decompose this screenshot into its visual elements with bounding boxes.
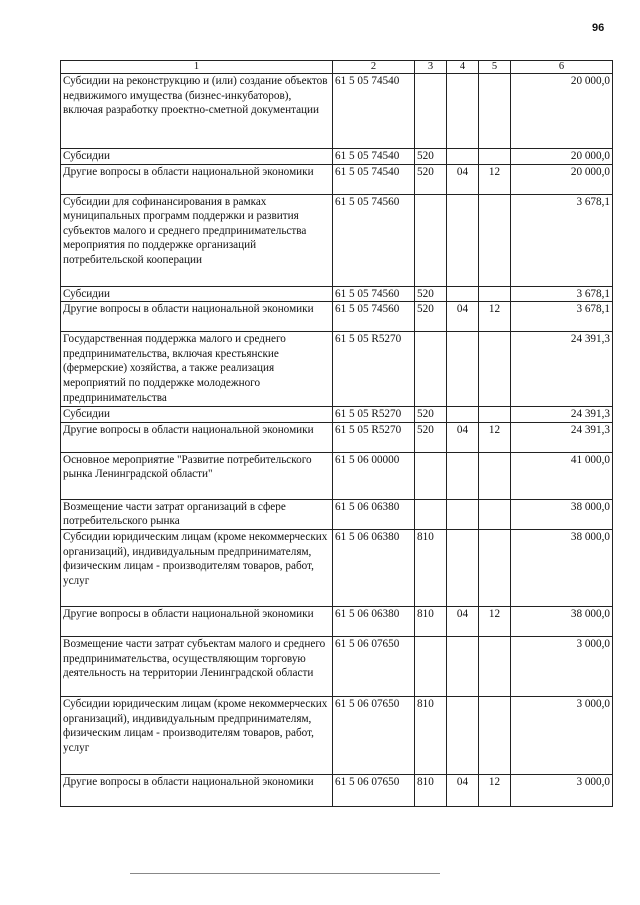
- row-vr: 520: [415, 302, 447, 332]
- row-rz: [447, 499, 479, 529]
- row-rz: 04: [447, 774, 479, 806]
- row-csr: 61 5 06 06380: [333, 529, 415, 606]
- table-row: [61, 407, 613, 423]
- row-rz: [447, 636, 479, 696]
- column-header-rz: 4: [447, 61, 479, 74]
- table-row: [61, 422, 613, 452]
- row-sum: 3 000,0: [511, 696, 613, 774]
- table-row: [61, 696, 613, 774]
- row-csr: 61 5 05 74560: [333, 302, 415, 332]
- row-name: Другие вопросы в области национальной экономики: [61, 606, 333, 636]
- table-header-row: [61, 61, 613, 74]
- budget-table: [60, 60, 613, 807]
- row-vr: [415, 194, 447, 286]
- row-vr: [415, 74, 447, 149]
- row-pr: [479, 452, 511, 499]
- row-vr: 810: [415, 774, 447, 806]
- row-name: Субсидии юридическим лицам (кроме некоммерческих организаций), индивидуальным предпринимателям, физическим лицам - производителям товаров, работ, услуг: [61, 696, 333, 774]
- row-name: Субсидии юридическим лицам (кроме некоммерческих организаций), индивидуальным предпринимателям, физическим лицам - производителям товаров, работ, услуг: [61, 529, 333, 606]
- row-pr: [479, 407, 511, 423]
- row-name: Субсидии: [61, 286, 333, 302]
- row-pr: [479, 74, 511, 149]
- row-pr: 12: [479, 774, 511, 806]
- row-vr: 810: [415, 529, 447, 606]
- column-header-pr: 5: [479, 61, 511, 74]
- row-sum: 38 000,0: [511, 529, 613, 606]
- table-row: [61, 194, 613, 286]
- row-sum: 24 391,3: [511, 332, 613, 407]
- table-row: [61, 164, 613, 194]
- table-row: [61, 286, 613, 302]
- row-csr: 61 5 06 07650: [333, 696, 415, 774]
- row-csr: 61 5 05 74560: [333, 286, 415, 302]
- row-rz: 04: [447, 164, 479, 194]
- row-name: Субсидии на реконструкцию и (или) создание объектов недвижимого имущества (бизнес-инкубаторов), включая разработку проектно-сметной документации: [61, 74, 333, 149]
- row-vr: [415, 452, 447, 499]
- row-csr: 61 5 06 07650: [333, 774, 415, 806]
- row-sum: 38 000,0: [511, 606, 613, 636]
- row-pr: [479, 636, 511, 696]
- row-csr: 61 5 05 74540: [333, 164, 415, 194]
- row-rz: 04: [447, 606, 479, 636]
- row-rz: [447, 332, 479, 407]
- row-sum: 3 000,0: [511, 774, 613, 806]
- row-rz: [447, 529, 479, 606]
- column-header-csr: 2: [333, 61, 415, 74]
- row-csr: 61 5 06 06380: [333, 606, 415, 636]
- row-sum: 3 678,1: [511, 286, 613, 302]
- row-rz: [447, 149, 479, 165]
- row-csr: 61 5 05 74560: [333, 194, 415, 286]
- row-vr: 810: [415, 606, 447, 636]
- row-pr: [479, 499, 511, 529]
- row-name: Другие вопросы в области национальной экономики: [61, 164, 333, 194]
- row-csr: 61 5 06 06380: [333, 499, 415, 529]
- column-header-vr: 3: [415, 61, 447, 74]
- row-pr: 12: [479, 164, 511, 194]
- row-sum: 3 000,0: [511, 636, 613, 696]
- table-row: [61, 332, 613, 407]
- table-row: [61, 74, 613, 149]
- row-sum: 24 391,3: [511, 407, 613, 423]
- row-pr: [479, 194, 511, 286]
- table-row: [61, 774, 613, 806]
- page-number: 96: [592, 22, 605, 34]
- table-row: [61, 302, 613, 332]
- row-pr: [479, 149, 511, 165]
- row-vr: [415, 332, 447, 407]
- row-sum: 20 000,0: [511, 74, 613, 149]
- row-csr: 61 5 05 R5270: [333, 332, 415, 407]
- row-vr: [415, 499, 447, 529]
- row-pr: [479, 529, 511, 606]
- row-name: Другие вопросы в области национальной экономики: [61, 774, 333, 806]
- row-rz: [447, 407, 479, 423]
- row-sum: 20 000,0: [511, 164, 613, 194]
- row-name: Возмещение части затрат субъектам малого и среднего предпринимательства, осуществляющим торговую деятельность на территории Ленинградской области: [61, 636, 333, 696]
- table-row: [61, 529, 613, 606]
- table-row: [61, 452, 613, 499]
- column-header-name: 1: [61, 61, 333, 74]
- row-name: Другие вопросы в области национальной экономики: [61, 422, 333, 452]
- row-name: Возмещение части затрат организаций в сфере потребительского рынка: [61, 499, 333, 529]
- row-pr: 12: [479, 302, 511, 332]
- table-row: [61, 636, 613, 696]
- row-pr: 12: [479, 422, 511, 452]
- row-vr: [415, 636, 447, 696]
- row-rz: [447, 452, 479, 499]
- row-sum: 3 678,1: [511, 194, 613, 286]
- row-csr: 61 5 05 R5270: [333, 422, 415, 452]
- row-vr: 520: [415, 286, 447, 302]
- row-sum: 41 000,0: [511, 452, 613, 499]
- row-rz: 04: [447, 302, 479, 332]
- row-name: Субсидии для софинансирования в рамках муниципальных программ поддержки и развития субъектов малого и среднего предпринимательства мероприятия по поддержке организаций потребительской кооперации: [61, 194, 333, 286]
- row-sum: 20 000,0: [511, 149, 613, 165]
- row-vr: 810: [415, 696, 447, 774]
- row-pr: [479, 332, 511, 407]
- row-rz: [447, 194, 479, 286]
- row-csr: 61 5 06 07650: [333, 636, 415, 696]
- row-vr: 520: [415, 407, 447, 423]
- table-row: [61, 499, 613, 529]
- row-name: Основное мероприятие "Развитие потребительского рынка Ленинградской области": [61, 452, 333, 499]
- row-name: Другие вопросы в области национальной экономики: [61, 302, 333, 332]
- row-rz: 04: [447, 422, 479, 452]
- row-csr: 61 5 06 00000: [333, 452, 415, 499]
- row-pr: 12: [479, 606, 511, 636]
- row-csr: 61 5 05 R5270: [333, 407, 415, 423]
- row-vr: 520: [415, 149, 447, 165]
- row-sum: 38 000,0: [511, 499, 613, 529]
- row-name: Субсидии: [61, 149, 333, 165]
- row-rz: [447, 74, 479, 149]
- row-csr: 61 5 05 74540: [333, 149, 415, 165]
- row-sum: 24 391,3: [511, 422, 613, 452]
- table-row: [61, 149, 613, 165]
- row-name: Субсидии: [61, 407, 333, 423]
- row-vr: 520: [415, 164, 447, 194]
- row-vr: 520: [415, 422, 447, 452]
- row-csr: 61 5 05 74540: [333, 74, 415, 149]
- row-sum: 3 678,1: [511, 302, 613, 332]
- row-rz: [447, 286, 479, 302]
- row-pr: [479, 696, 511, 774]
- row-rz: [447, 696, 479, 774]
- row-name: Государственная поддержка малого и среднего предпринимательства, включая крестьянские (фермерские) хозяйства, а также реализация мероприятий по поддержке молодежного предпринимательства: [61, 332, 333, 407]
- table-row: [61, 606, 613, 636]
- column-header-sum: 6: [511, 61, 613, 74]
- row-pr: [479, 286, 511, 302]
- scan-edge-line: [130, 873, 440, 874]
